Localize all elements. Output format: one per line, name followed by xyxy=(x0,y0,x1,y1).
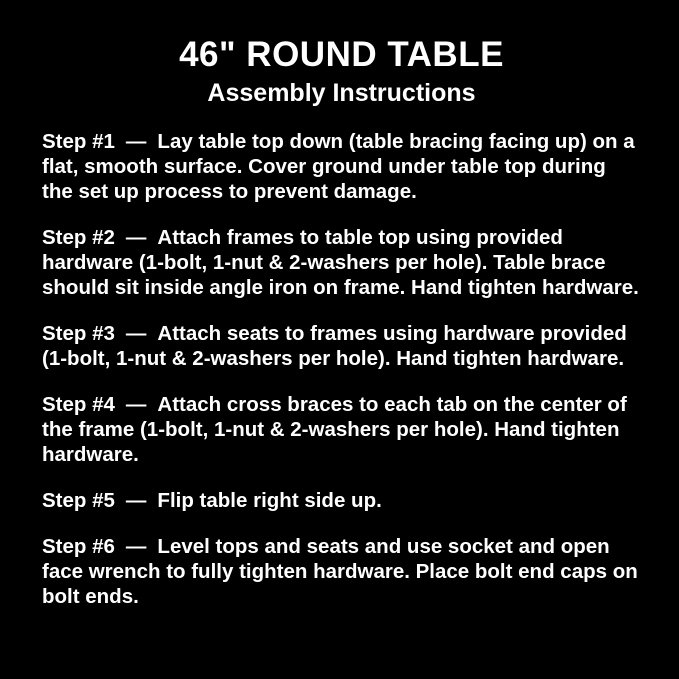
step-1-paragraph xyxy=(42,129,641,204)
step-4-label: Step #4 xyxy=(42,393,115,416)
step-4-paragraph xyxy=(42,392,641,467)
page-subtitle: Assembly Instructions xyxy=(207,78,476,107)
step-5-label: Step #5 xyxy=(42,489,115,512)
step-6-paragraph xyxy=(42,534,641,609)
step-5-text: Flip table right side up. xyxy=(157,489,382,512)
step-1-label: Step #1 xyxy=(42,130,115,153)
step-2-label: Step #2 xyxy=(42,226,115,249)
step-5-paragraph xyxy=(42,488,641,513)
step-1-dash: — xyxy=(125,130,147,153)
step-1-text: Lay table top down (table bracing facing up) on a flat, smooth surface. Cover ground under table top during the set up process to prevent damage. xyxy=(42,130,635,203)
card-header xyxy=(42,36,641,107)
step-6-dash: — xyxy=(125,535,147,558)
steps-list xyxy=(42,129,641,609)
step-6-text: Level tops and seats and use socket and open face wrench to fully tighten hardware. Place bolt end caps on bolt ends. xyxy=(42,535,638,608)
step-2-text: Attach frames to table top using provided hardware (1-bolt, 1-nut & 2-washers per hole). Table brace should sit inside angle iron on frame. Hand tighten hardware. xyxy=(42,226,639,299)
page-title: 46" ROUND TABLE xyxy=(179,35,504,74)
step-5-dash: — xyxy=(125,489,147,512)
step-3-dash: — xyxy=(125,322,147,345)
step-4-text: Attach cross braces to each tab on the center of the frame (1-bolt, 1-nut & 2-washers per hole). Hand tighten hardware. xyxy=(42,393,627,466)
step-3-text: Attach seats to frames using hardware provided (1-bolt, 1-nut & 2-washers per hole). Hand tighten hardware. xyxy=(42,322,627,370)
step-3-paragraph xyxy=(42,321,641,371)
step-4-dash: — xyxy=(125,393,147,416)
step-6-label: Step #6 xyxy=(42,535,115,558)
step-3-label: Step #3 xyxy=(42,322,115,345)
step-2-dash: — xyxy=(125,226,147,249)
step-2-paragraph xyxy=(42,225,641,300)
